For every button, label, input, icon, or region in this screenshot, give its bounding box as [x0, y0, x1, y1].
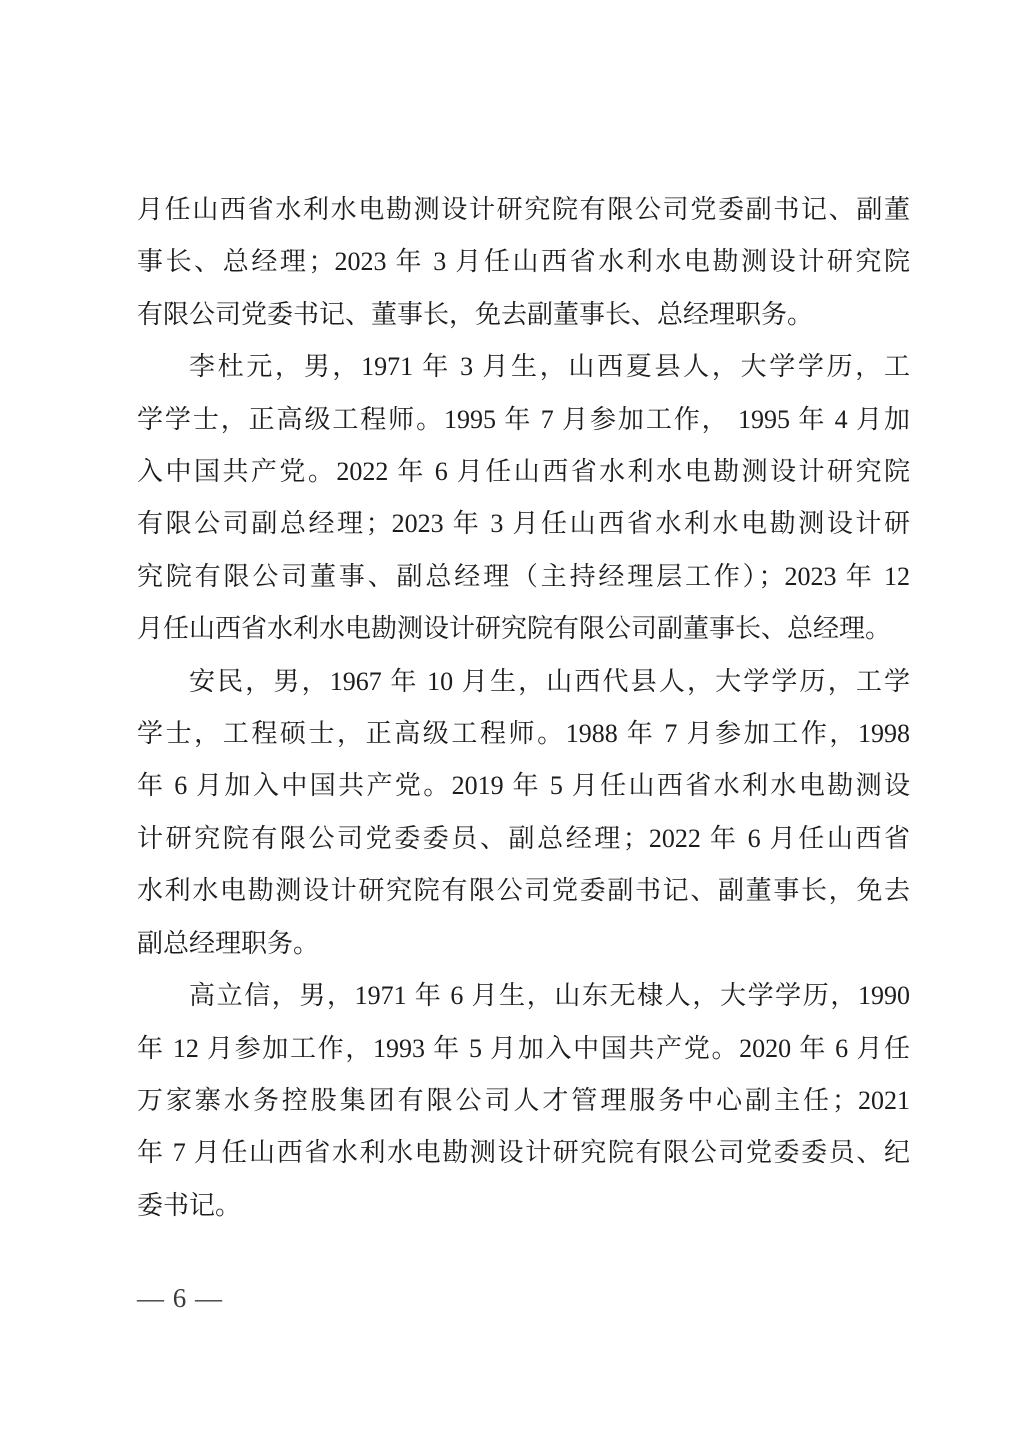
- page-number: — 6 —: [137, 1283, 223, 1313]
- text-line: 万家寨水务控股集团有限公司人才管理服务中心副主任；2021: [137, 1085, 910, 1115]
- text-line: 入中国共产党。2022 年 6 月任山西省水利水电勘测设计研究院: [137, 457, 910, 487]
- text-line: 学学士，正高级工程师。1995 年 7 月参加工作， 1995 年 4 月加: [137, 404, 910, 434]
- text-line: 计研究院有限公司党委委员、副总经理；2022 年 6 月任山西省: [137, 823, 910, 853]
- paragraph: [137, 184, 910, 341]
- text-line: 月任山西省水利水电勘测设计研究院有限公司副董事长、总经理。: [137, 614, 892, 644]
- text-line: 安民，男，1967 年 10 月生，山西代县人，大学学历，工学: [189, 666, 910, 696]
- paragraph: [137, 656, 910, 970]
- document-body: [137, 184, 910, 1232]
- text-line: 副总经理职务。: [137, 928, 320, 958]
- text-line: 年 7 月任山西省水利水电勘测设计研究院有限公司党委委员、纪: [137, 1138, 910, 1168]
- text-line: 有限公司党委书记、董事长，免去副董事长、总经理职务。: [137, 299, 814, 329]
- paragraph: [137, 341, 910, 655]
- text-line: 水利水电勘测设计研究院有限公司党委副书记、副董事长，免去: [137, 876, 910, 906]
- text-line: 月任山西省水利水电勘测设计研究院有限公司党委副书记、副董: [137, 195, 910, 224]
- text-line: 委书记。: [137, 1190, 242, 1220]
- text-line: 究院有限公司董事、副总经理（主持经理层工作）；2023 年 12: [137, 561, 910, 591]
- text-line: 年 12 月参加工作，1993 年 5 月加入中国共产党。2020 年 6 月任: [137, 1033, 910, 1063]
- text-line: 事长、总经理；2023 年 3 月任山西省水利水电勘测设计研究院: [137, 247, 910, 277]
- text-line: 有限公司副总经理；2023 年 3 月任山西省水利水电勘测设计研: [137, 509, 910, 539]
- text-line: 高立信，男，1971 年 6 月生，山东无棣人，大学学历，1990: [189, 981, 910, 1011]
- text-line: 李杜元，男，1971 年 3 月生，山西夏县人，大学学历，工: [189, 352, 910, 382]
- text-line: 学士，工程硕士，正高级工程师。1988 年 7 月参加工作，1998: [137, 719, 910, 749]
- text-line: 年 6 月加入中国共产党。2019 年 5 月任山西省水利水电勘测设: [137, 771, 910, 801]
- paragraph: [137, 970, 910, 1232]
